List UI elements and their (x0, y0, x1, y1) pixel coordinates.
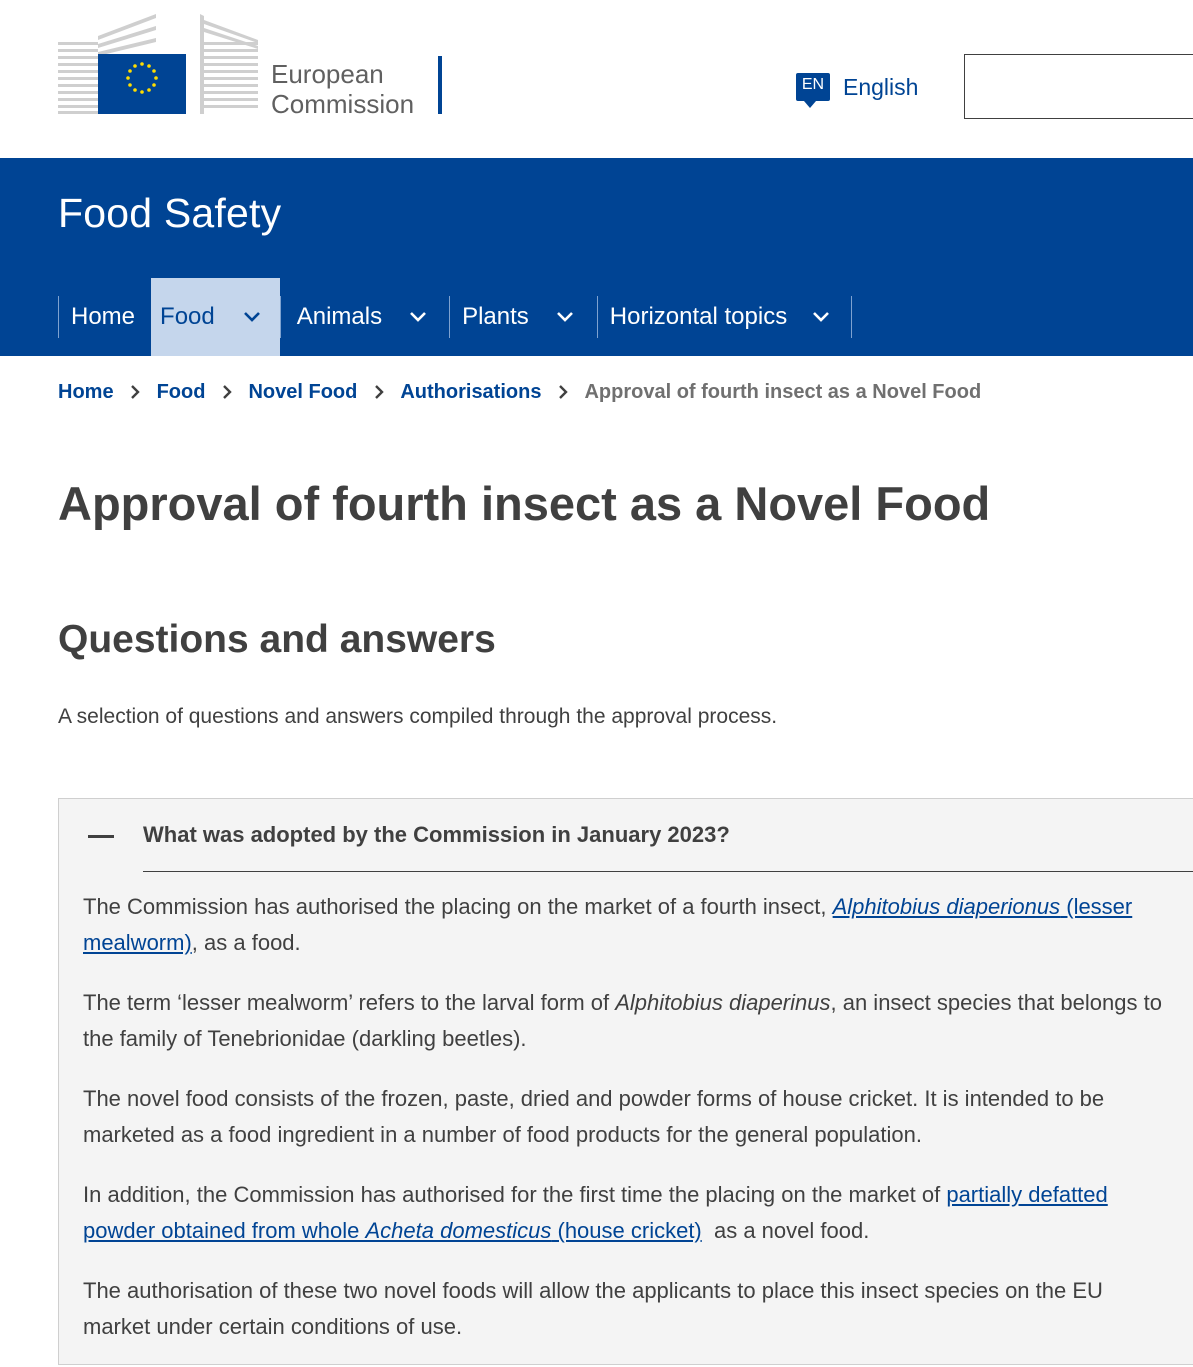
menu-item-animals[interactable] (280, 278, 449, 356)
section-title: Questions and answers (58, 618, 496, 661)
breadcrumb-authorisations[interactable]: Authorisations (400, 380, 542, 403)
link-text: (house cricket) (551, 1218, 702, 1243)
answer-paragraph: The novel food consists of the frozen, paste, dried and powder forms of house cricket. It is intended to be marketed as a food ingredient in a number of food products for the general population. (83, 1086, 1105, 1147)
intro-text: A selection of questions and answers compiled through the approval process. (58, 705, 778, 728)
chevron-right-icon (541, 384, 584, 400)
accordion-divider (143, 871, 1193, 872)
site-header (0, 0, 1193, 158)
language-selector[interactable] (796, 70, 918, 104)
accordion-body (83, 889, 1163, 1367)
chevron-down-icon[interactable] (809, 305, 833, 329)
menu-item-horizontal-topics[interactable] (597, 278, 851, 356)
italic-text: Alphitobius diaperinus (615, 990, 831, 1015)
language-code-icon: EN (796, 73, 830, 101)
page-title: Approval of fourth insect as a Novel Food (58, 477, 991, 530)
site-name[interactable]: Food Safety (58, 190, 282, 236)
logo-line2: Commission (271, 89, 415, 118)
menu-item-label: Horizontal topics (609, 303, 788, 330)
chevron-right-icon (114, 384, 157, 400)
breadcrumb-novel-food[interactable]: Novel Food (248, 380, 358, 403)
answer-paragraph (83, 1177, 1163, 1249)
chevron-right-icon (205, 384, 248, 400)
main-menu (58, 278, 852, 356)
minus-icon[interactable] (87, 825, 115, 847)
logo-line1: European (271, 59, 384, 89)
answer-paragraph: The authorisation of these two novel foods will allow the applicants to place this insect species on the EU market under certain conditions of use. (83, 1278, 1103, 1339)
language-label: English (843, 73, 919, 100)
paragraph-text: The Commission has authorised the placing on the market of a fourth insect, (83, 894, 833, 919)
menu-item-label: Home (71, 303, 136, 330)
menu-item-label: Food (160, 303, 215, 330)
search-input[interactable] (964, 54, 1193, 119)
link-text: (lesser mealworm) (83, 894, 1133, 955)
menu-item-label: Plants (462, 303, 529, 330)
menu-item-home[interactable] (58, 278, 151, 356)
breadcrumb-food[interactable]: Food (156, 380, 206, 403)
breadcrumb-current: Approval of fourth insect as a Novel Food (584, 380, 982, 403)
answer-paragraph (83, 889, 1163, 961)
paragraph-text: , as a food. (191, 930, 301, 955)
paragraph-text: as a novel food. (701, 1218, 870, 1243)
site-banner (0, 158, 1193, 356)
menu-item-label: Animals (296, 303, 383, 330)
breadcrumb (58, 378, 981, 406)
link-text: partially defatted powder obtained from whole (83, 1182, 1108, 1243)
accordion (58, 798, 1193, 1365)
link-italic-text: Acheta domesticus (365, 1218, 552, 1243)
chevron-right-icon (357, 384, 400, 400)
accordion-header[interactable] (59, 799, 1193, 872)
chevron-down-icon[interactable] (240, 305, 264, 329)
menu-item-food[interactable] (151, 278, 280, 356)
chevron-down-icon[interactable] (406, 305, 430, 329)
european-commission-logo[interactable] (58, 14, 448, 118)
menu-item-plants[interactable] (449, 278, 597, 356)
paragraph-text: In addition, the Commission has authorised for the first time the placing on the market of (83, 1182, 947, 1207)
link-italic-text: Alphitobius diaperionus (832, 894, 1061, 919)
answer-paragraph (83, 985, 1163, 1057)
breadcrumb-home[interactable]: Home (58, 380, 114, 403)
paragraph-text: The term ‘lesser mealworm’ refers to the larval form of (83, 990, 616, 1015)
accordion-question: What was adopted by the Commission in January 2023? (143, 822, 730, 847)
paragraph-text: , an insect species that belongs to the family of Tenebrionidae (darkling beetles). (83, 990, 1162, 1051)
menu-divider (851, 278, 852, 356)
chevron-down-icon[interactable] (553, 305, 577, 329)
